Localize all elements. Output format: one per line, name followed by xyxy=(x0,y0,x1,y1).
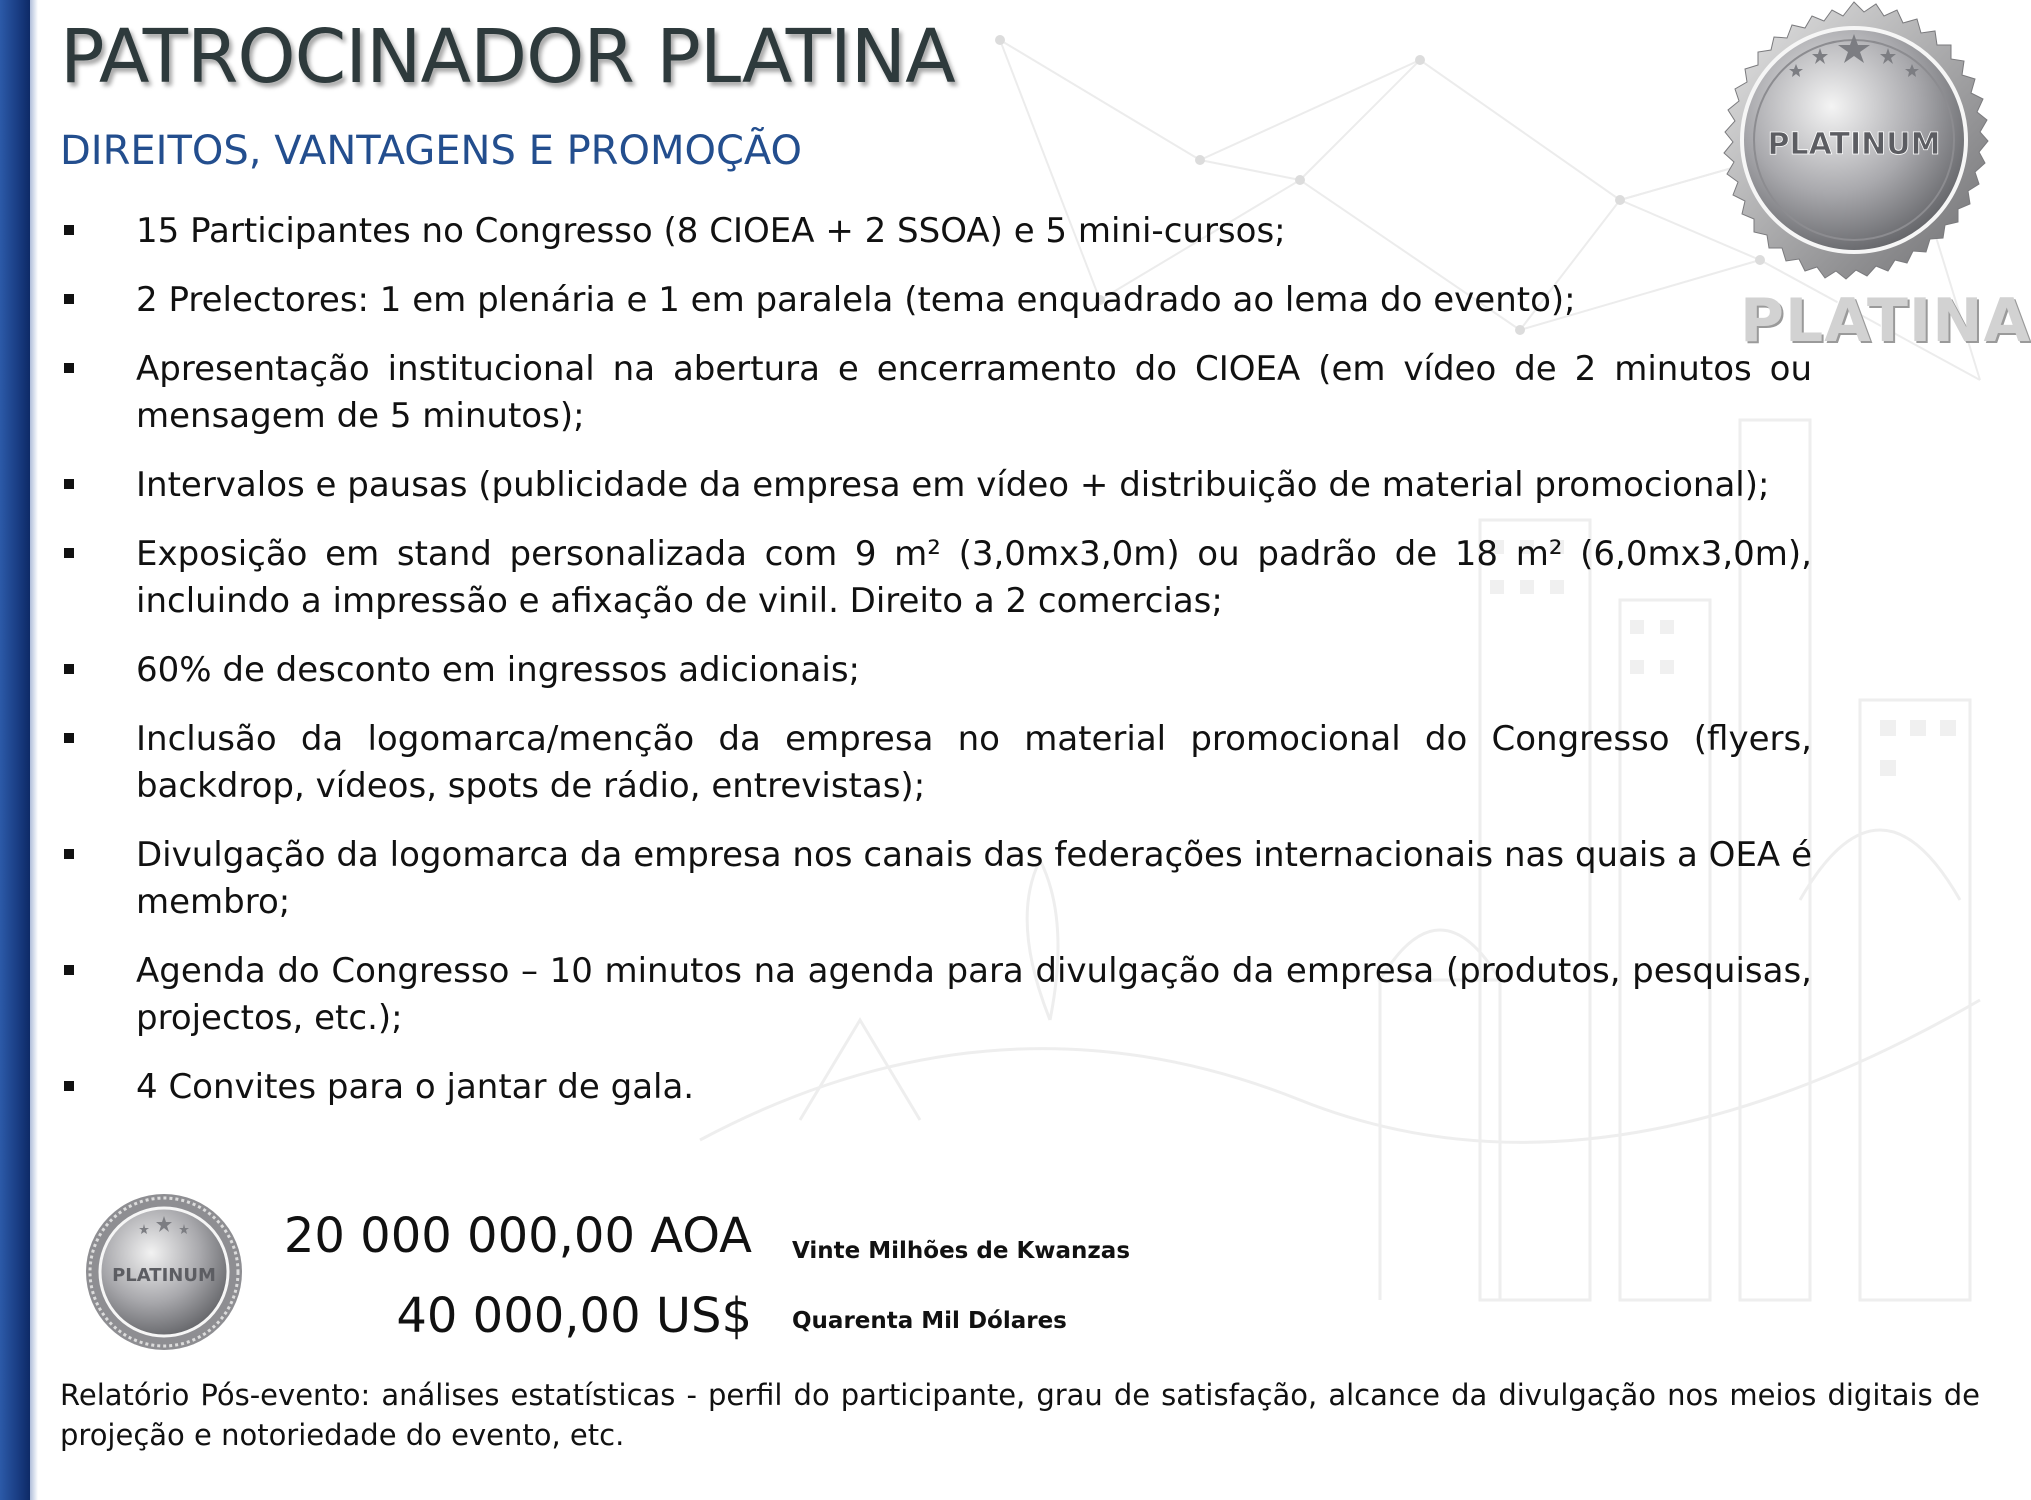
benefit-text: Apresentação institucional na abertura e encerramento do CIOEA (em vídeo de 2 minutos ou mensagem de 5 minutos); xyxy=(136,349,1812,436)
platinum-seal-icon xyxy=(1718,0,1990,290)
benefit-item xyxy=(60,531,1812,625)
benefit-text: 60% de desconto em ingressos adicionais; xyxy=(136,650,861,690)
price-usd: 40 000,00 US$ xyxy=(396,1288,752,1344)
benefit-text: Intervalos e pausas (publicidade da empresa em vídeo + distribuição de material promocional); xyxy=(136,465,1770,505)
bullet-icon xyxy=(64,363,74,373)
benefit-item xyxy=(60,462,1812,509)
price-aoa: 20 000 000,00 AOA xyxy=(283,1208,752,1264)
bullet-icon xyxy=(64,849,74,859)
platinum-seal-small-icon xyxy=(84,1192,244,1352)
benefit-item xyxy=(60,647,1812,694)
benefit-text: Exposição em stand personalizada com 9 m² (3,0mx3,0m) ou padrão de 18 m² (6,0mx3,0m), incluindo a impressão e afixação de vinil. Direito a 2 comercias; xyxy=(136,534,1812,621)
benefit-text: 2 Prelectores: 1 em plenária e 1 em paralela (tema enquadrado ao lema do evento); xyxy=(136,280,1576,320)
benefit-item xyxy=(60,832,1812,926)
bullet-icon xyxy=(64,664,74,674)
benefit-text: Divulgação da logomarca da empresa nos canais das federações internacionais nas quais a OEA é membro; xyxy=(136,835,1812,922)
bullet-icon xyxy=(64,1081,74,1091)
benefit-text: 15 Participantes no Congresso (8 CIOEA + 2 SSOA) e 5 mini-cursos; xyxy=(136,211,1286,251)
seal-caption: PLATINA xyxy=(1740,286,2031,356)
benefit-item xyxy=(60,948,1812,1042)
benefit-text: 4 Convites para o jantar de gala. xyxy=(136,1067,695,1107)
price-usd-words: Quarenta Mil Dólares xyxy=(792,1308,1067,1334)
bullet-icon xyxy=(64,225,74,235)
svg-text:PLATINUM: PLATINUM xyxy=(112,1265,216,1286)
benefit-item xyxy=(60,277,1812,324)
bullet-icon xyxy=(64,294,74,304)
post-event-report-text: Relatório Pós-evento: análises estatísticas - perfil do participante, grau de satisfação, alcance da divulgação nos meios digitais de projeção e notoriedade do evento, etc. xyxy=(60,1378,1980,1452)
benefit-item xyxy=(60,1064,1812,1111)
benefit-text: Agenda do Congresso – 10 minutos na agenda para divulgação da empresa (produtos, pesquisas, projectos, etc.); xyxy=(136,951,1812,1038)
benefit-item xyxy=(60,346,1812,440)
page-subtitle: DIREITOS, VANTAGENS E PROMOÇÃO xyxy=(60,128,803,174)
benefits-list xyxy=(60,208,1812,1133)
svg-text:PLATINUM: PLATINUM xyxy=(1767,127,1941,162)
bullet-icon xyxy=(64,965,74,975)
bullet-icon xyxy=(64,548,74,558)
price-aoa-words: Vinte Milhões de Kwanzas xyxy=(792,1238,1131,1264)
benefit-item xyxy=(60,716,1812,810)
page-title: PATROCINADOR PLATINA xyxy=(60,14,955,100)
benefit-text: Inclusão da logomarca/menção da empresa no material promocional do Congresso (flyers, backdrop, vídeos, spots de rádio, entrevistas); xyxy=(136,719,1812,806)
benefit-item xyxy=(60,208,1812,255)
bullet-icon xyxy=(64,733,74,743)
bullet-icon xyxy=(64,479,74,489)
